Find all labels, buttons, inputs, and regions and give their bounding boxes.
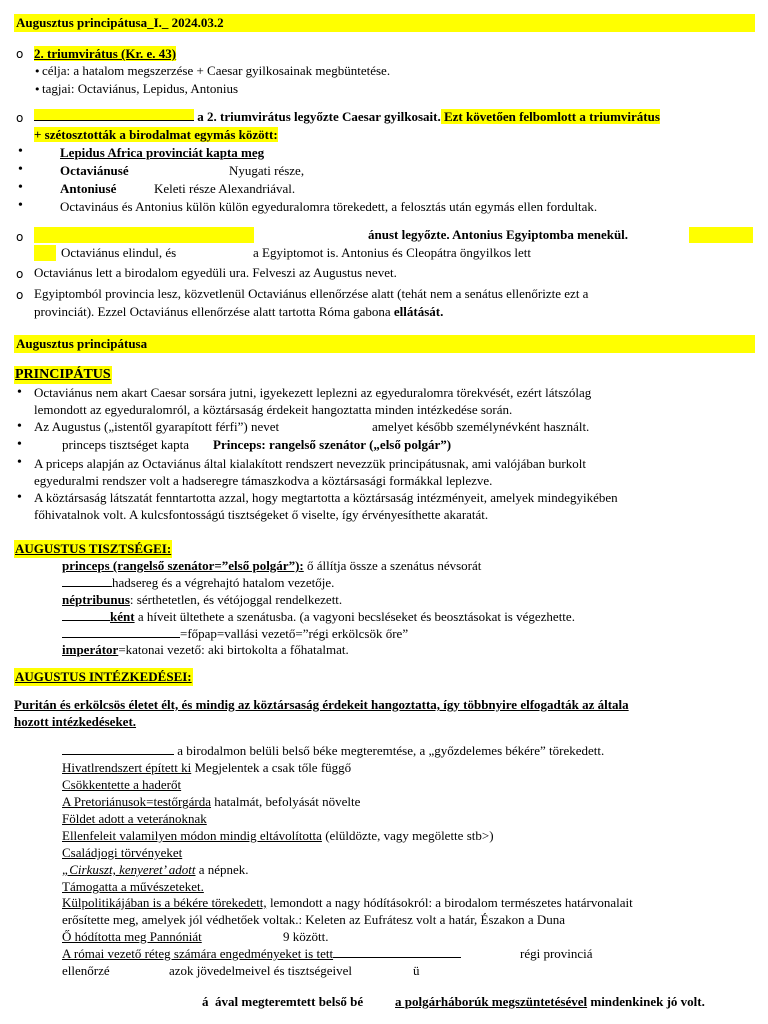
intezkedes-item-3: Csökkentette a haderőt <box>62 777 182 792</box>
tisztseg-row-5: =főpap=vallási vezető=”régi erkölcsök őre” <box>62 626 408 643</box>
s3-line-2b: a Egyiptomot is. Antonius és Cleopátra öngyilkos lett <box>253 245 532 260</box>
principatus-p4b: egyeduralmi rendszer volt a hadseregre támaszkodva a köztársasági formákkal leplezve. <box>34 473 493 488</box>
fill-in-blank[interactable] <box>62 575 112 587</box>
dot-bullet-icon: • <box>34 83 41 96</box>
bullet-icon: • <box>17 419 22 434</box>
intezkedes-item-13a: ellenőrzé <box>62 963 110 978</box>
s2-bullet-3-label: Antoniusé <box>60 181 117 196</box>
s3-line-4a: Egyiptomból provincia lesz, közvetlenül Octaviánus ellenőrzése alatt (tehát nem a senátus ellenőrizte ezt a <box>34 286 589 301</box>
s2-line-2: + szétosztották a birodalmat egymás között: <box>34 127 278 142</box>
circle-bullet-icon: o <box>16 267 24 281</box>
intezkedesei-heading: AUGUSTUS INTÉZKEDÉSEI: <box>15 669 192 684</box>
principatus-p2a: Az Augustus („istentől gyarapított férfi”) nevet <box>34 419 280 434</box>
principatus-p3b: Princeps: rangelső szenátor („első polgár”) <box>213 437 452 452</box>
intezkedes-item-9: Támogatta a művészeteket. <box>62 879 204 894</box>
section-band: Augusztus principátusa <box>14 335 755 353</box>
intezkedes-item-5: Földet adott a veteránoknak <box>62 811 207 826</box>
highlighted-blank[interactable] <box>34 227 254 243</box>
bullet-icon: • <box>18 198 23 213</box>
intezkedes-item-1: a birodalmon belüli belső béke megteremtése, a „győzdelemes békére” törekedett. <box>62 743 604 760</box>
intezkedes-item-13b: azok jövedelmeivel és tisztségeivel <box>169 963 353 978</box>
dot-bullet-icon: • <box>34 65 41 78</box>
closing-line-c: a polgárháborúk megszüntetésével mindenkinek jó volt. <box>395 994 705 1009</box>
circle-bullet-icon: o <box>16 230 24 244</box>
intezkedes-item-10a: Külpolitikájában is a békére törekedett, lemondott a nagy hódításokról: a birodalom természetes határvonalait <box>62 895 633 910</box>
closing-line-a: á <box>202 994 209 1009</box>
s3-line-2a: Octaviánus elindul, és <box>61 245 177 260</box>
intezkedes-item-8: „Cirkuszt, kenyeret’ adott a népnek. <box>62 862 249 877</box>
bullet-icon: • <box>18 162 23 177</box>
intezkedes-item-12: A római vezető réteg számára engedményeket is tett <box>62 946 461 963</box>
intezkedes-item-11b: 9 között. <box>283 929 329 944</box>
s2-line-1: a 2. triumvirátus legyőzte Caesar gyilkosait. Ezt követően felbomlott a triumvirátus <box>34 109 660 126</box>
fill-in-blank[interactable] <box>62 743 174 755</box>
s3-line-3: Octaviánus lett a birodalom egyedüli ura. Felveszi az Augustus nevet. <box>34 265 397 280</box>
s2-bullet-2-label: Octaviánusé <box>60 163 129 178</box>
fill-in-blank[interactable] <box>333 946 461 958</box>
s2-bullet-1: Lepidus Africa provinciát kapta meg <box>60 145 265 160</box>
bullet-icon: • <box>17 455 22 470</box>
bullet-icon: • <box>17 385 22 400</box>
fill-in-blank[interactable] <box>62 609 110 621</box>
tisztseg-row-2: hadsereg és a végrehajtó hatalom vezetője. <box>62 575 334 592</box>
intezkedes-item-6: Ellenfeleit valamilyen módon mindig eltávolította (elüldözte, vagy megölette stb>) <box>62 828 494 843</box>
circle-bullet-icon: o <box>16 111 24 125</box>
title-band: Augusztus principátusa_I._ 2024.03.2 <box>14 14 755 32</box>
s3-line-1: ánust legyőzte. Antonius Egyiptomba menekül. <box>34 227 628 244</box>
intezkedes-item-4: A Pretoriánusok=testőrgárda hatalmát, befolyását növelte <box>62 794 361 809</box>
intezkedes-item-2: Hivatlrendszert épített ki Megjelentek a csak tőle függő <box>62 760 352 775</box>
tisztseg-row-3: néptribunus: sérthetetlen, és vétójoggal rendelkezett. <box>62 592 343 607</box>
fill-in-blank[interactable] <box>34 109 194 121</box>
principatus-heading: PRINCIPÁTUS <box>15 367 111 382</box>
s3-line-4b: provinciát). Ezzel Octaviánus ellenőrzése alatt tartotta Róma gabona ellátását. <box>34 304 444 319</box>
tisztseg-row-1: princeps (rangelső szenátor=”első polgár”): ő állítja össze a szenátus névsorát <box>62 558 482 573</box>
s1-line-2: tagjai: Octaviánus, Lepidus, Antonius <box>42 81 239 96</box>
principatus-p3a: princeps tisztséget kapta <box>62 437 190 452</box>
principatus-p1b: lemondott az egyeduralomról, a köztársaság érdekeit hangoztatta minden intézkedése során. <box>34 402 513 417</box>
intezkedes-item-13c: ü <box>413 963 420 978</box>
s2-bullet-3-text: Keleti része Alexandriával. <box>154 181 296 196</box>
circle-bullet-icon: o <box>16 47 24 61</box>
intezkedes-item-11a: Ő hódította meg Pannóniát <box>62 929 202 944</box>
tisztseg-row-6: imperátor=katonai vezető: aki birtokolta a főhatalmat. <box>62 642 349 657</box>
bullet-icon: • <box>18 180 23 195</box>
tisztsegei-heading: AUGUSTUS TISZTSÉGEI: <box>15 541 172 556</box>
bullet-icon: • <box>18 144 23 159</box>
highlighted-blank[interactable] <box>689 227 753 243</box>
bullet-icon: • <box>17 490 22 505</box>
highlighted-blank[interactable] <box>34 245 56 261</box>
bullet-icon: • <box>17 437 22 452</box>
circle-bullet-icon: o <box>16 288 24 302</box>
intezkedes-intro-b: hozott intézkedéseket. <box>14 714 137 729</box>
intezkedes-item-7: Családjogi törvényeket <box>62 845 183 860</box>
fill-in-blank[interactable] <box>62 626 180 638</box>
intezkedes-intro-a: Puritán és erkölcsös életet élt, és mindig az köztársaság érdekeit hangoztatta, így többnyire elfogadták az általa <box>14 697 629 712</box>
closing-line-b: ával megteremtett belső bé <box>215 994 364 1009</box>
s1-line-1: célja: a hatalom megszerzése + Caesar gyilkosainak megbüntetése. <box>42 63 391 78</box>
principatus-p5b: főhivatalnok volt. A kulcsfontosságú tisztségeket ő viselte, így érvényesíthette akaratát. <box>34 507 489 522</box>
s2-bullet-2-text: Nyugati része, <box>229 163 305 178</box>
tisztseg-row-4: ként a híveit ültethete a szenátusba. (a vagyoni becsléseket és beosztásokat is végezhette. <box>62 609 575 626</box>
intezkedes-item-12b: régi provinciá <box>520 946 593 961</box>
intezkedes-item-10b: erősítette meg, amelyek jól védhetőek voltak.: Keleten az Eufrátesz volt a határ, Északon a Duna <box>62 912 566 927</box>
s2-bullet-4: Octavináus és Antonius külön külön egyeduralomra törekedett, a felosztás után egymás ellen fordultak. <box>60 199 598 214</box>
principatus-p4a: A priceps alapján az Octaviánus által kialakított rendszert nevezzük principátusnak, ami valójában burkolt <box>34 456 586 471</box>
principatus-p1a: Octaviánus nem akart Caesar sorsára jutni, igyekezett leplezni az egyeduralomra törekvését, ezért látszólag <box>34 385 592 400</box>
principatus-p5a: A köztársaság látszatát fenntartotta azzal, hogy megtartotta a köztársaság intézményeit, amelyek mindegyikében <box>34 490 618 505</box>
principatus-p2b: amelyet később személynévként használt. <box>372 419 590 434</box>
s1-heading: 2. triumvirátus (Kr. e. 43) <box>34 46 177 61</box>
